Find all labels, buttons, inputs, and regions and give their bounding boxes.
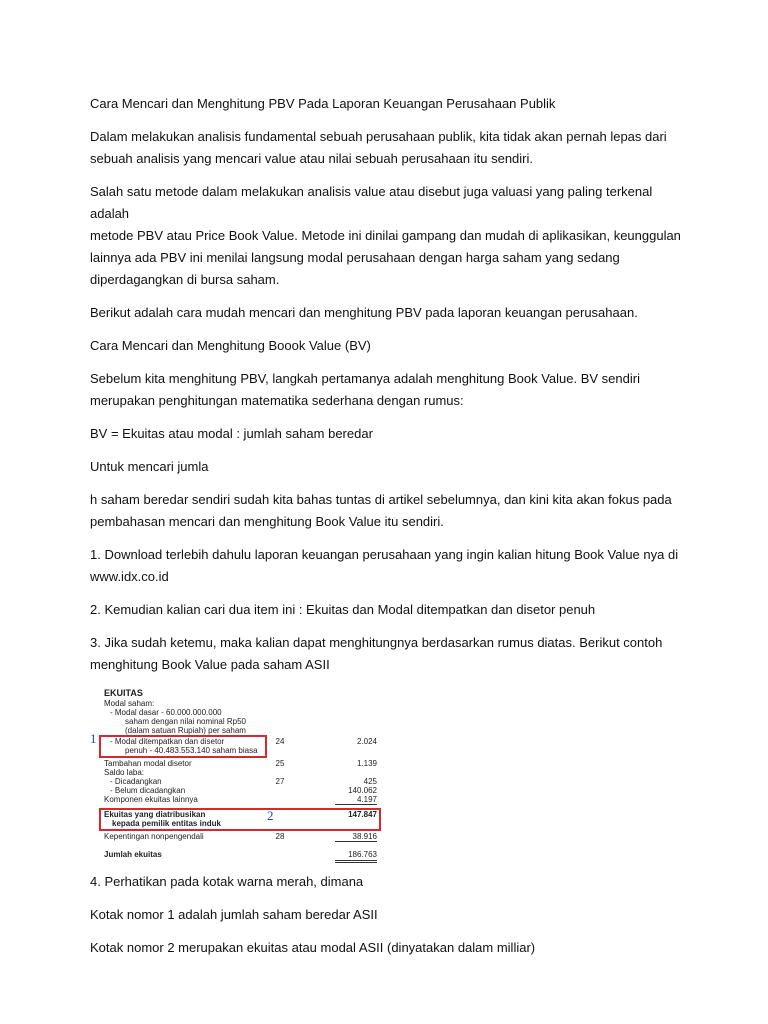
paragraph — [90, 93, 690, 115]
paragraphs-top — [90, 93, 690, 676]
figure-ekuitas-induk-2: kepada pemilik entitas induk — [112, 819, 221, 828]
paragraph-line: diperdagangkan di bursa saham. — [90, 272, 280, 287]
figure-modal-ditempatkan-2: penuh - 40.483.553.140 saham biasa — [125, 746, 258, 755]
document-body — [90, 93, 690, 970]
figure-modal-dasar-2: saham dengan nilai nominal Rp50 — [125, 717, 246, 726]
paragraph — [90, 368, 690, 412]
paragraph-line: merupakan penghitungan matematika sederhana dengan rumus: — [90, 393, 464, 408]
figure-dicadangkan: - Dicadangkan — [110, 777, 162, 786]
figure-value-belum-dicadangkan: 140.062 — [348, 786, 377, 795]
paragraph — [90, 181, 690, 291]
figure-note-25: 25 — [275, 759, 285, 768]
figure-marker-1: 1 — [90, 731, 97, 746]
paragraph-line: 4. Perhatikan pada kotak warna merah, dimana — [90, 874, 364, 889]
paragraph-line: Salah satu metode dalam melakukan analisis value atau disebut juga valuasi yang paling terkenal adalah — [90, 184, 653, 221]
figure-note-28: 28 — [275, 832, 285, 841]
paragraph-line: Cara Mencari dan Menghitung Boook Value (BV) — [90, 338, 371, 353]
paragraph — [90, 335, 690, 357]
figure-heading: EKUITAS — [104, 688, 143, 698]
figure-modal-saham: Modal saham: — [104, 699, 155, 708]
figure-marker-2: 2 — [267, 808, 274, 823]
figure-komponen-ekuitas: Komponen ekuitas lainnya — [104, 795, 198, 804]
figure-ekuitas-induk-1: Ekuitas yang diatribusikan — [104, 810, 206, 819]
figure-note-27: 27 — [275, 777, 285, 786]
figure-value-komponen: 4.197 — [356, 795, 377, 804]
paragraph-line: Untuk mencari jumla — [90, 459, 209, 474]
paragraph — [90, 937, 690, 959]
paragraph — [90, 423, 690, 445]
paragraph — [90, 544, 690, 588]
paragraph — [90, 632, 690, 676]
paragraphs-bottom — [90, 871, 690, 959]
figure-value-kepentingan: 38.916 — [352, 832, 377, 841]
figure-tambahan-modal: Tambahan modal disetor — [104, 759, 192, 768]
figure-modal-ditempatkan-1: - Modal ditempatkan dan disetor — [110, 737, 225, 746]
paragraph — [90, 599, 690, 621]
paragraph — [90, 456, 690, 478]
paragraph-line: BV = Ekuitas atau modal : jumlah saham beredar — [90, 426, 373, 441]
figure-double-rule-2 — [335, 862, 377, 863]
figure-value-dicadangkan: 425 — [363, 777, 377, 786]
figure-kepentingan-nonpengendali: Kepentingan nonpengendali — [104, 832, 204, 841]
figure-total-rule — [335, 841, 377, 842]
paragraph-line: 1. Download terlebih dahulu laporan keuangan perusahaan yang ingin kalian hitung Book Value nya di — [90, 547, 679, 562]
financial-statement-figure — [90, 685, 380, 867]
figure-modal-dasar-1: - Modal dasar - 60.000.000.000 — [110, 708, 222, 717]
paragraph-line: lainnya ada PBV ini menilai langsung modal perusahaan dengan harga saham yang sedang — [90, 250, 620, 265]
paragraph-line: Kotak nomor 1 adalah jumlah saham beredar ASII — [90, 907, 378, 922]
paragraph-line: www.idx.co.id — [90, 569, 169, 584]
paragraph-line: Dalam melakukan analisis fundamental sebuah perusahaan publik, kita tidak akan pernah lepas dari — [90, 129, 667, 144]
paragraph-line: Kotak nomor 2 merupakan ekuitas atau modal ASII (dinyatakan dalam milliar) — [90, 940, 536, 955]
figure-subtotal-rule — [335, 804, 377, 805]
paragraph-line: metode PBV atau Price Book Value. Metode ini dinilai gampang dan mudah di aplikasikan, keunggulan — [90, 228, 681, 243]
paragraph-line: Sebelum kita menghitung PBV, langkah pertamanya adalah menghitung Book Value. BV sendiri — [90, 371, 640, 386]
paragraph-line: sebuah analisis yang mencari value atau nilai sebuah perusahaan itu sendiri. — [90, 151, 534, 166]
paragraph-line: Cara Mencari dan Menghitung PBV Pada Laporan Keuangan Perusahaan Publik — [90, 96, 556, 111]
paragraph-line: 3. Jika sudah ketemu, maka kalian dapat menghitungnya berdasarkan rumus diatas. Berikut contoh — [90, 635, 663, 650]
paragraph — [90, 871, 690, 893]
figure-value-modal-ditempatkan: 2.024 — [356, 737, 377, 746]
figure-note-24: 24 — [275, 737, 285, 746]
paragraph-line: pembahasan mencari dan menghitung Book Value itu sendiri. — [90, 514, 444, 529]
paragraph — [90, 126, 690, 170]
figure-jumlah-ekuitas: Jumlah ekuitas — [104, 850, 162, 859]
paragraph-line: 2. Kemudian kalian cari dua item ini : Ekuitas dan Modal ditempatkan dan disetor penuh — [90, 602, 596, 617]
paragraph-line: h saham beredar sendiri sudah kita bahas tuntas di artikel sebelumnya, dan kini kita akan fokus pada — [90, 492, 672, 507]
paragraph — [90, 489, 690, 533]
figure-double-rule-1 — [335, 860, 377, 861]
figure-value-jumlah-ekuitas: 186.763 — [348, 850, 377, 859]
figure-value-tambahan: 1.139 — [356, 759, 377, 768]
paragraph-line: menghitung Book Value pada saham ASII — [90, 657, 330, 672]
figure-modal-dasar-3: (dalam satuan Rupiah) per saham — [125, 726, 246, 735]
paragraph-line: Berikut adalah cara mudah mencari dan menghitung PBV pada laporan keuangan perusahaan. — [90, 305, 638, 320]
figure-saldo-laba: Saldo laba: — [104, 768, 145, 777]
figure-value-ekuitas-induk: 147.847 — [348, 810, 377, 819]
paragraph — [90, 302, 690, 324]
paragraph — [90, 904, 690, 926]
figure-belum-dicadangkan: - Belum dicadangkan — [110, 786, 186, 795]
